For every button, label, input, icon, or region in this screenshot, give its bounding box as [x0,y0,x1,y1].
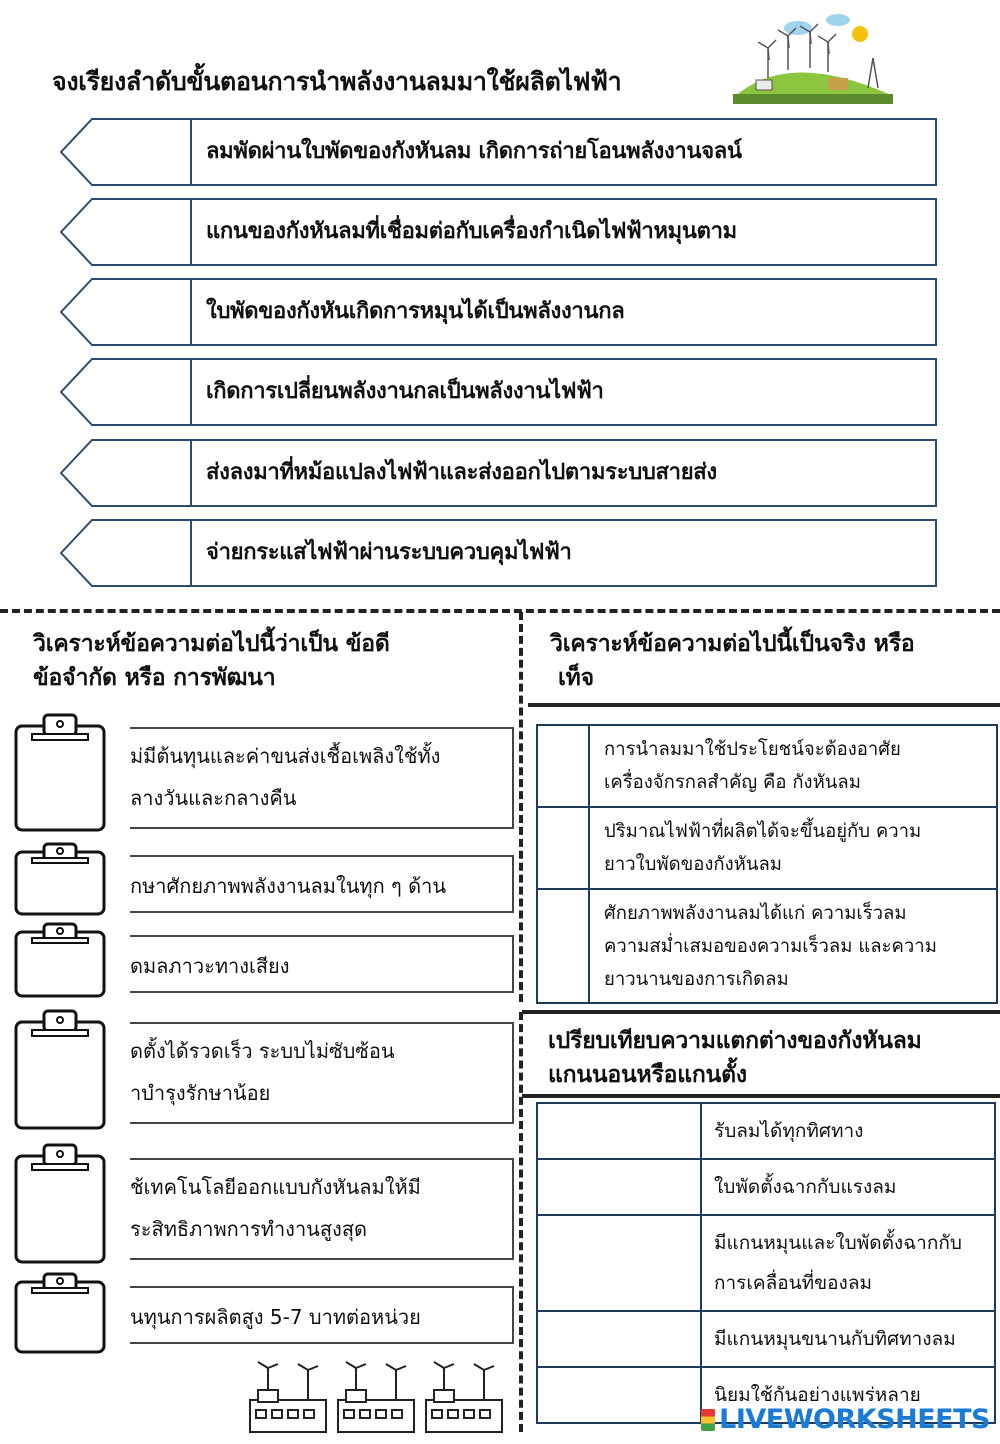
clipboard-icon[interactable] [14,1008,106,1130]
clipboard-icon[interactable] [14,922,106,998]
clipboard-icon[interactable] [14,712,106,832]
wind-turbine-factory-icon [246,1360,510,1436]
wind-farm-illustration [728,8,898,108]
statement-cell [701,1103,995,1159]
statement-text: เครื่องจักรกลสำคัญ คือ กังหันลม [604,772,861,793]
answer-cell[interactable] [537,807,589,889]
heading-line: ข้อจำกัด หรือ การพัฒนา [33,665,276,691]
analyze-item-1[interactable] [130,727,514,829]
statement-cell [589,889,997,1003]
statement-text: ยาวใบพัดของกังหันลม [604,854,782,875]
table-row [537,807,997,889]
analyze-heading [33,627,390,695]
item-text: ิดมลภาวะทางเสียง [130,954,290,978]
sequence-step-5[interactable] [60,439,940,507]
answer-cell[interactable] [537,889,589,1003]
item-text: ลางวันและกลางคืน [130,786,297,810]
answer-slot[interactable] [60,278,190,346]
clipboard-icon[interactable] [14,842,106,916]
analyze-item-2[interactable] [130,855,514,913]
statement-text: การเคลื่อนที่ของลม [714,1272,872,1294]
answer-cell[interactable] [537,1367,701,1423]
sequence-step-text: ลมพัดผ่านใบพัดของกังหันลม เกิดการถ่ายโอนพลังงานจลน์ [206,139,742,164]
statement-text: รับลมได้ทุกทิศทาง [714,1120,864,1142]
sequence-step-text: ใบพัดของกังหันเกิดการหมุนได้เป็นพลังงานกล [206,299,625,324]
statement-cell [701,1311,995,1367]
sequence-step-text: แกนของกังหันลมที่เชื่อมต่อกับเครื่องกำเนิดไฟฟ้าหมุนตาม [206,219,737,244]
table-row [537,1215,995,1311]
item-text: ม่มีต้นทุนและค่าขนส่งเชื้อเพลิงใช้ทั้ง [130,744,441,768]
heading-line: เท็จ [558,665,594,691]
statement-cell [589,725,997,807]
table-row [537,889,997,1003]
logo-text: LIVEWORKSHEETS [719,1404,990,1435]
heading-line: แกนนอนหรือแกนตั้ง [548,1062,747,1088]
heading-line: เปรียบเทียบความแตกต่างของกังหันลม [548,1028,922,1054]
compare-table [536,1102,996,1424]
statement-text: ศักยภาพพลังงานลมได้แก่ ความเร็วลม [604,902,907,924]
answer-cell[interactable] [537,1215,701,1311]
sequence-step-2[interactable] [60,198,940,266]
statement-text: ความสม่ำเสมอของความเร็วลม และความ [604,935,937,957]
section-divider [0,609,1000,613]
answer-cell[interactable] [537,1311,701,1367]
logo-mark [701,1409,715,1431]
heading-rule [522,1010,1000,1014]
sequence-step-text: ส่งลงมาที่หม้อแปลงไฟฟ้าและส่งออกไปตามระบบสายส่ง [206,460,717,485]
answer-slot[interactable] [60,439,190,507]
analyze-item-6[interactable] [130,1286,514,1344]
column-divider [519,1012,523,1432]
sequence-step-6[interactable] [60,519,940,587]
heading-rule [522,1094,1000,1098]
item-text: ดตั้งได้รวดเร็ว ระบบไม่ซับซ้อน [130,1039,395,1063]
item-text: าบำรุงรักษาน้อย [130,1081,271,1105]
clipboard-icon[interactable] [14,1142,106,1264]
sequence-step-3[interactable] [60,278,940,346]
statement-text: นิยมใช้กันอย่างแพร่หลาย [714,1384,921,1406]
table-row [537,1311,995,1367]
sequence-step-1[interactable] [60,118,940,186]
statement-text: ใบพัดตั้งฉากกับแรงลม [714,1176,897,1198]
answer-cell[interactable] [537,1159,701,1215]
answer-slot[interactable] [60,118,190,186]
compare-heading [548,1024,922,1092]
table-row [537,725,997,807]
answer-slot[interactable] [60,198,190,266]
statement-text: การนำลมมาใช้ประโยชน์จะต้องอาศัย [604,739,901,760]
sequence-step-text: เกิดการเปลี่ยนพลังงานกลเป็นพลังงานไฟฟ้า [206,379,604,404]
table-row [537,1103,995,1159]
heading-line: วิเคราะห์ข้อความต่อไปนี้เป็นจริง หรือ [550,631,915,657]
answer-slot[interactable] [60,358,190,426]
answer-cell[interactable] [537,1103,701,1159]
heading-rule [528,703,1000,707]
item-text: นทุนการผลิตสูง 5-7 บาทต่อหน่วย [130,1305,421,1329]
page-title: จงเรียงลำดับขั้นตอนการนำพลังงานลมมาใช้ผลิตไฟฟ้า [52,67,622,96]
clipboard-icon[interactable] [14,1272,106,1354]
statement-text: ปริมาณไฟฟ้าที่ผลิตได้จะขึ้นอยู่กับ ความ [604,821,922,842]
item-text: กษาศักยภาพพลังงานลมในทุก ๆ ด้าน [130,874,447,898]
answer-cell[interactable] [537,725,589,807]
item-text: ระสิทธิภาพการทำงานสูงสุด [130,1217,368,1241]
table-row [537,1159,995,1215]
sequence-step-text: จ่ายกระแสไฟฟ้าผ่านระบบควบคุมไฟฟ้า [206,540,572,565]
statement-cell [701,1159,995,1215]
statement-text: มีแกนหมุนขนานกับทิศทางลม [714,1328,956,1350]
analyze-item-5[interactable] [130,1158,514,1260]
statement-cell [701,1215,995,1311]
item-text: ช้เทคโนโลยีออกแบบกังหันลมให้มี [130,1175,421,1199]
statement-text: มีแกนหมุนและใบพัดตั้งฉากกับ [714,1232,962,1254]
truefalse-heading [550,627,914,695]
truefalse-table [536,724,998,1004]
analyze-item-3[interactable] [130,935,514,993]
statement-text: ยาวนานของการเกิดลม [604,968,789,990]
liveworksheets-logo [701,1404,990,1435]
heading-line: วิเคราะห์ข้อความต่อไปนี้ว่าเป็น ข้อดี [33,631,390,657]
sequence-step-4[interactable] [60,358,940,426]
analyze-item-4[interactable] [130,1022,514,1124]
answer-slot[interactable] [60,519,190,587]
column-divider [519,612,523,1002]
statement-cell [589,807,997,889]
